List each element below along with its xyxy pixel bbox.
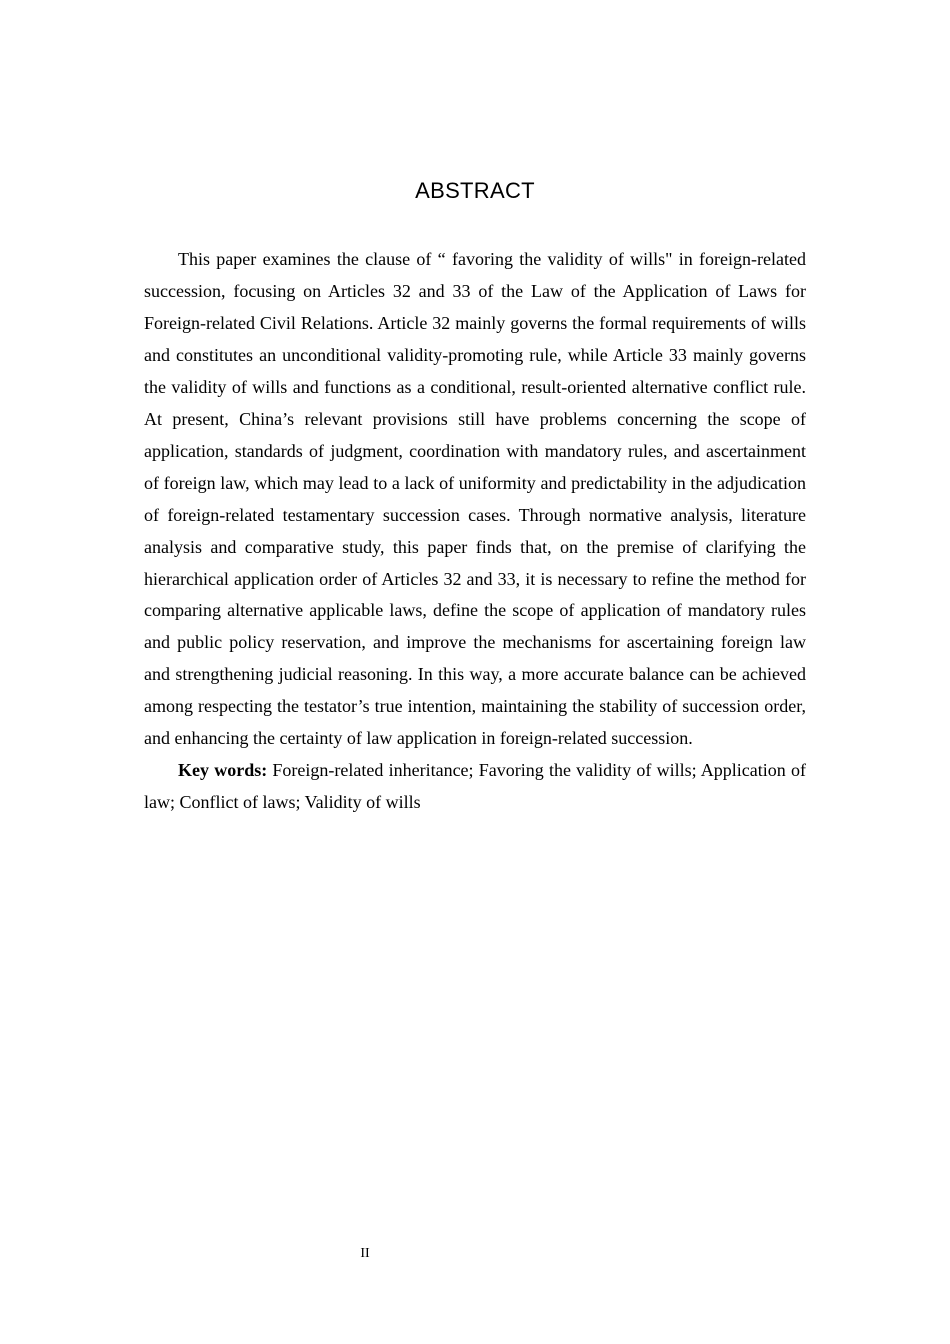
abstract-paragraph: This paper examines the clause of “ favoring the validity of wills" in foreign-related succession, focusing on Articles 32 and 33 of the Law of the Application of Laws for Foreign-related Civil Relations. Article 32 mainly governs the formal requirements of wills and constitutes an unconditional validity-promoting rule, while Article 33 mainly governs the validity of wills and functions as a conditional, result-oriented alternative conflict rule. At present, China’s relevant provisions still have problems concerning the scope of application, standards of judgment, coordination with mandatory rules, and ascertainment of foreign law, which may lead to a lack of uniformity and predictability in the adjudication of foreign-related testamentary succession cases. Through normative analysis, literature analysis and comparative study, this paper finds that, on the premise of clarifying the hierarchical application order of Articles 32 and 33, it is necessary to refine the method for comparing alternative applicable laws, define the scope of application of mandatory rules and public policy reservation, and improve the mechanisms for ascertaining foreign law and strengthening judicial reasoning. In this way, a more accurate balance can be achieved among respecting the testator’s true intention, maintaining the stability of succession order, and enhancing the certainty of law application in foreign-related succession. bbox=[144, 249, 806, 749]
keywords-list: Foreign-related inheritance; Favoring the validity of wills; Application of law; Conflict of laws; Validity of wills bbox=[144, 760, 806, 813]
abstract-body bbox=[144, 244, 806, 819]
abstract-title: ABSTRACT bbox=[415, 178, 535, 203]
keywords-paragraph bbox=[144, 755, 806, 819]
keywords-label: Key words: bbox=[178, 760, 268, 781]
page-number: II bbox=[360, 1246, 370, 1261]
